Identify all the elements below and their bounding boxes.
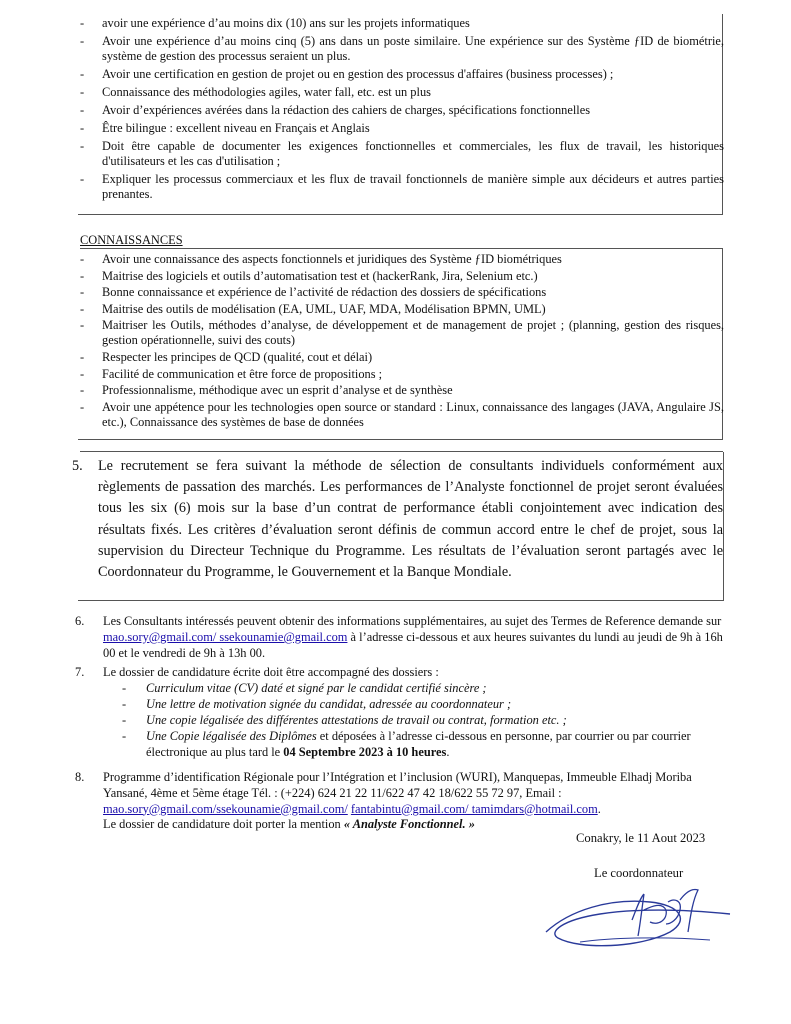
dash-bullet: - (80, 67, 85, 81)
mention-text: « Analyste Fonctionnel. » (343, 817, 475, 832)
email-link-1[interactable]: mao.sory@gmail.com/ssekounamie@gmail.com/ (103, 801, 348, 816)
dash-bullet: - (80, 399, 85, 414)
connaissance-bullet (80, 350, 724, 365)
dash-bullet: - (80, 252, 85, 266)
dash-bullet: - (80, 85, 85, 99)
item-6 (75, 614, 725, 661)
dash-bullet: - (80, 318, 85, 333)
bullet-text: Doit être capable de documenter les exigences fonctionnelles et commerciales, les flux de travail, les historiques d'utilisateurs et les cas d'utilisation ; (102, 139, 724, 168)
dash-bullet: - (80, 16, 85, 30)
bullet-text: Connaissance des méthodologies agiles, water fall, etc. est un plus (102, 85, 431, 99)
required-document-letter (122, 697, 722, 713)
dash-bullet: - (80, 268, 85, 283)
dash-bullet: - (80, 366, 85, 381)
connaissance-bullet (80, 318, 724, 348)
signatory-role: Le coordonnateur (594, 866, 684, 880)
connaissance-bullet (80, 302, 724, 317)
dash-bullet: - (80, 285, 85, 300)
connaissance-bullet (80, 400, 724, 430)
bullet-text: Maitrise des outils de modélisation (EA, UML, UAF, MDA, Modélisation BPMN, UML) (102, 301, 546, 316)
dash-bullet: - (80, 301, 85, 316)
deadline-date: 04 Septembre 2023 à 10 heures (283, 744, 447, 759)
diplomes-text: Une Copie légalisée des Diplômes (146, 729, 317, 743)
item6-text-after: à l’adresse ci-dessous et aux heures suivantes du lundi au jeudi de 9h à 16h 00 et le vendredi de 9h à 13h 00. (103, 629, 723, 660)
experience-bullet (80, 85, 724, 100)
bullet-text: Être bilingue : excellent niveau en Français et Anglais (102, 121, 370, 135)
item-8 (75, 770, 725, 833)
connaissance-bullet (80, 252, 724, 267)
experience-bullet (80, 121, 724, 136)
dash-bullet: - (80, 103, 85, 117)
dash-bullet: - (122, 713, 127, 727)
bullet-text: Avoir une expérience d’au moins cinq (5) ans dans un poste similaire. Une expérience sur des Système ƒID de biométrie, système de gestion des processus seraient un plus. (102, 34, 724, 63)
item-text (103, 770, 725, 833)
item-text: Le recrutement se fera suivant la méthode de sélection de consultants individuels conformément aux règlements de passation des marchés. Les performances de l’Analyste fonctionnel de projet seront évaluées tous les six (6) mois sur la base d’un contrat de performance établi conjointement avec indication des résultats fixés. Les critères d’évaluation seront définis de commun accord entre le chef de projet, sous la supervision du Directeur Technique du Programme. Les résultats de l’évaluation seront partagés avec le Coordonnateur du Programme, le Gouvernement et la Banque Mondiale. (98, 458, 723, 581)
required-document-cv (122, 681, 722, 697)
dash-bullet: - (122, 697, 127, 711)
bullet-text: avoir une expérience d’au moins dix (10) ans sur les projets informatiques (102, 16, 470, 30)
bullet-text: Professionnalisme, méthodique avec un esprit d’analyse et de synthèse (102, 383, 453, 398)
item-number: 8. (75, 770, 85, 784)
bullet-text: Expliquer les processus commerciaux et les flux de travail fonctionnels de manière simple aux décideurs et autres parties prenantes. (102, 172, 724, 201)
deposit-end: . (446, 744, 450, 759)
item-7 (75, 665, 725, 681)
item-text (103, 614, 725, 661)
bullet-text: Respecter les principes de QCD (qualité, cout et délai) (102, 349, 373, 364)
handwritten-signature (540, 880, 740, 960)
sub-text: Une lettre de motivation signée du candidat, adressée au coordonnateur ; (146, 697, 512, 711)
bullet-text: Avoir une connaissance des aspects fonctionnels et juridiques des Système ƒID biométriques (102, 252, 562, 266)
sub-text: Curriculum vitae (CV) daté et signé par le candidat certifié sincère ; (146, 681, 487, 695)
dash-bullet: - (80, 121, 85, 135)
bullet-text: Maitriser les Outils, méthodes d’analyse, de développement et de management de projet ; (planning, gestion des risques, gestion opérationnelle, suivi des couts) (102, 318, 724, 348)
connaissance-bullet (80, 285, 724, 300)
bullet-text: Avoir d’expériences avérées dans la rédaction des cahiers de charges, spécifications fonctionnelles (102, 103, 591, 117)
experience-bullet (80, 16, 724, 31)
mention-prefix: Le dossier de candidature doit porter la mention (103, 817, 344, 832)
dash-bullet: - (80, 383, 85, 398)
experience-bullet (80, 67, 724, 82)
item-5 (72, 456, 723, 583)
emails-end: . (597, 801, 601, 816)
item-number: 5. (72, 458, 83, 474)
item-number: 6. (75, 614, 85, 628)
dash-bullet: - (80, 139, 85, 153)
experience-bullet (80, 34, 724, 64)
dash-bullet: - (122, 681, 127, 695)
bullet-text: Facilité de communication et être force de propositions ; (102, 366, 383, 381)
required-document-diplomes (122, 729, 722, 760)
item-number: 7. (75, 665, 85, 679)
connaissances-list (80, 252, 724, 431)
bullet-text: Maitrise des logiciels et outils d’automatisation test et (hackerRank, Jira, Selenium etc.) (102, 268, 538, 283)
dash-bullet: - (80, 34, 85, 48)
contact-email-link[interactable]: mao.sory@gmail.com/ ssekounamie@gmail.com (103, 629, 348, 644)
connaissances-title: CONNAISSANCES (80, 233, 183, 247)
dash-bullet: - (80, 172, 85, 186)
sub-text: Une copie légalisée des différentes attestations de travail ou contrat, formation etc. ; (146, 713, 567, 727)
experience-bullet (80, 103, 724, 118)
bullet-text: Bonne connaissance et expérience de l’activité de rédaction des dossiers de spécifications (102, 285, 547, 300)
date-line: Conakry, le 11 Aout 2023 (576, 831, 706, 845)
connaissance-bullet (80, 383, 724, 398)
email-link-2[interactable]: fantabintu@gmail.com/ tamimdars@hotmail.com (350, 801, 598, 816)
experience-list (80, 16, 724, 205)
dash-bullet: - (80, 349, 85, 364)
item-text: Le dossier de candidature écrite doit être accompagné des dossiers : (103, 665, 439, 679)
address-text: Programme d’identification Régionale pour l’Intégration et l’inclusion (WURI), Manquepas, Immeuble Elhadj Moriba Yansané, 4ème et 5ème étage Tél. : (+224) 624 21 22 11/622 47 42 18/622 55 72 97, Email : (103, 770, 692, 800)
dash-bullet: - (122, 729, 127, 743)
bullet-text: Avoir une certification en gestion de projet ou en gestion des processus d'affaires (business processes) ; (102, 67, 614, 81)
connaissance-bullet (80, 367, 724, 382)
experience-bullet (80, 172, 724, 202)
deposit-text: et déposées à l’adresse ci-dessous en personne, par courrier ou par courrier électronique au plus tard le (146, 729, 691, 759)
experience-bullet (80, 139, 724, 169)
sub-text (146, 729, 722, 760)
bullet-text: Avoir une appétence pour les technologies open source or standard : Linux, connaissance des langages (JAVA, Angulaire JS, etc.), Connaissance des systèmes de base de données (102, 399, 724, 429)
required-document-attestations (122, 713, 722, 729)
item6-text-before: Les Consultants intéressés peuvent obtenir des informations supplémentaires, au sujet des Termes de Reference demande sur (103, 614, 722, 628)
connaissance-bullet (80, 269, 724, 284)
